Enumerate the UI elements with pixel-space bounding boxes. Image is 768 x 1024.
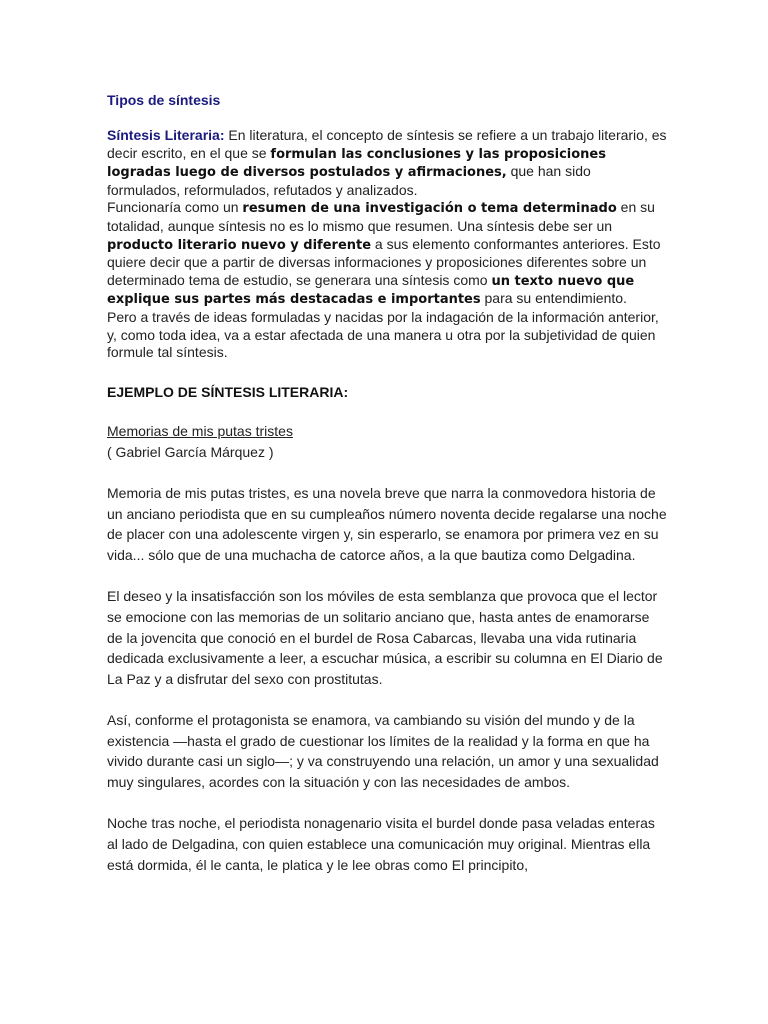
intro-text: que han sido formulados, reformulados, refutados y analizados. — [107, 163, 591, 198]
intro-section — [107, 127, 667, 362]
intro-paragraph-1 — [107, 127, 667, 199]
intro-text: Funcionaría como un — [107, 199, 243, 216]
intro-bold-text: producto literario nuevo y diferente — [107, 237, 372, 253]
intro-text: En literatura, el concepto de síntesis se refiere a un trabajo literario, es decir escrito, en el que se — [107, 127, 667, 161]
document-title: Tipos de síntesis — [107, 92, 221, 108]
body-paragraph: Memoria de mis putas tristes, es una novela breve que narra la conmovedora historia de un anciano periodista que en su cumpleaños número noventa decide regalarse una noche de placer con una adolescente virgen y, sin esperarlo, se enamora por primera vez en su vida... sólo que de una muchacha de catorce años, a la que bautiza como Delgadina. — [107, 484, 667, 564]
body-paragraph: El deseo y la insatisfacción son los móviles de esta semblanza que provoca que el lector se emocione con las memorias de un solitario anciano que, hasta antes de enamorarse de la jovencita que conoció en el burdel de Rosa Cabarcas, llevaba una vida rutinaria dedicada exclusivamente a leer, a escuchar música, a escribir su columna en El Diario de La Paz y a disfrutar del sexo con prostitutas. — [107, 587, 663, 688]
example-heading: EJEMPLO DE SÍNTESIS LITERARIA: — [107, 383, 349, 400]
body-paragraph: Noche tras noche, el periodista nonagenario visita el burdel donde pasa veladas enteras al lado de Delgadina, con quien establece una comunicación muy original. Mientras ella está dormida, él le canta, le platica y le lee obras como El principito, — [107, 815, 655, 873]
intro-text: en su totalidad, aunque síntesis no es lo mismo que resumen. Una síntesis debe ser un — [107, 199, 655, 234]
body-paragraph: Así, conforme el protagonista se enamora, va cambiando su visión del mundo y de la existencia —hasta el grado de cuestionar los límites de la realidad y la forma en que ha vivido durante casi un siglo—; y va construyendo una relación, un amor y una sexualidad muy singulares, acordes con la situación y con las necesidades de ambos. — [107, 711, 659, 791]
intro-paragraph-3: Pero a través de ideas formuladas y nacidas por la indagación de la información anterior, y, como toda idea, va a estar afectada de una manera u otra por la subjetividad de quien formule tal síntesis. — [107, 308, 659, 361]
intro-paragraph-2 — [107, 199, 667, 309]
intro-bold-text: un texto nuevo que explique sus partes más destacadas e importantes — [107, 273, 635, 308]
intro-text: a sus elemento conformantes anteriores. Esto quiere decir que a partir de diversas informaciones y proposiciones diferentes sobre un determinado tema de estudio, se generara una síntesis como — [107, 235, 661, 288]
intro-bold-text: resumen de una investigación o tema determinado — [242, 201, 617, 217]
book-title: Memorias de mis putas tristes — [107, 422, 293, 439]
book-author: ( Gabriel García Márquez ) — [107, 443, 274, 460]
intro-text: para su entendimiento. — [480, 290, 627, 307]
intro-bold-text: formulan las conclusiones y las proposiciones logradas luego de diversos postulados y afirmaciones, — [107, 146, 606, 181]
synthesis-label: Síntesis Literaria: — [107, 127, 225, 143]
document-page — [107, 91, 667, 875]
